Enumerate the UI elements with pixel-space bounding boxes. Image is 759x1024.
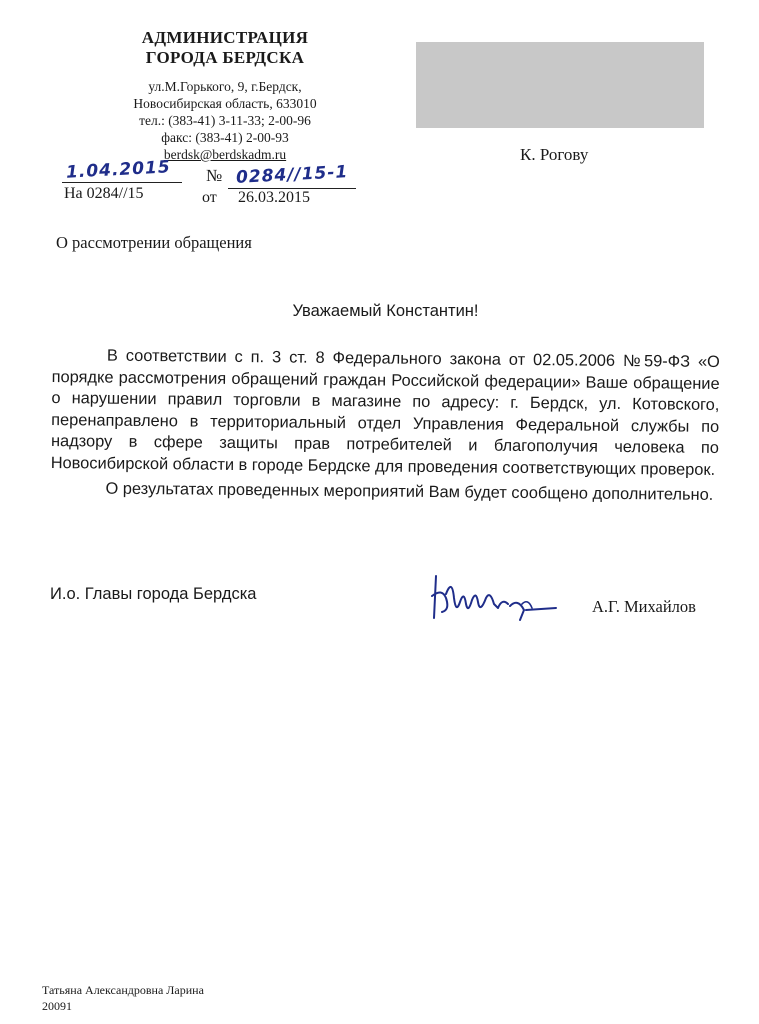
body-paragraph-1: В соответствии с п. 3 ст. 8 Федерального закона от 02.05.2006 №59-ФЗ «О порядке рассмотрения обращений граждан Российской федерации» Ваше обращение о нарушении правил торговли в магазине по адресу: г. Бердск, ул. Котовского, перенаправлено в территориальный отдел Управления Федеральной службы по надзору в сфере защиты прав потребителей и благополучия человека по Новосибирской области в городе Бердске для проведения соответствующих проверок. [50,346,720,479]
org-fax: факс: (383-41) 2-00-93 [161,130,289,145]
greeting: Уважаемый Константин! [292,302,479,320]
org-address-line1: ул.М.Горького, 9, г.Бердск, [148,79,302,94]
org-name-line2: ГОРОДА БЕРДСКА [145,48,305,67]
date-underline [62,182,182,183]
executor-phone: 20091 [42,999,72,1013]
reply-from-label: от [202,189,217,206]
org-email-link[interactable]: berdsk@berdskadm.ru [163,147,287,162]
executor-name: Татьяна Александровна Ларина [42,983,204,997]
body-paragraph-2: О результатах проведенных мероприятий Вам будет сообщено дополнительно. [105,479,714,504]
letter-body [50,345,720,506]
org-phone: тел.: (383-41) 3-11-33; 2-00-96 [139,113,311,128]
recipient-name: К. Рогову [520,145,589,164]
letter-subject: О рассмотрении обращения [56,233,252,252]
reply-to-number: На 0284//15 [64,185,144,202]
reply-date: 26.03.2015 [238,189,310,206]
handwritten-signature [428,568,558,628]
handwritten-date: 1.04.2015 [65,157,172,183]
org-name-line1: АДМИНИСТРАЦИЯ [141,28,309,47]
signatory-title: И.о. Главы города Бердска [50,585,257,603]
redacted-address-block [416,42,704,128]
number-sign: № [206,166,223,185]
org-address-line2: Новосибирская область, 633010 [133,96,317,111]
signatory-name: А.Г. Михайлов [592,597,696,616]
handwritten-reg-number: 0284//15-1 [235,162,349,188]
